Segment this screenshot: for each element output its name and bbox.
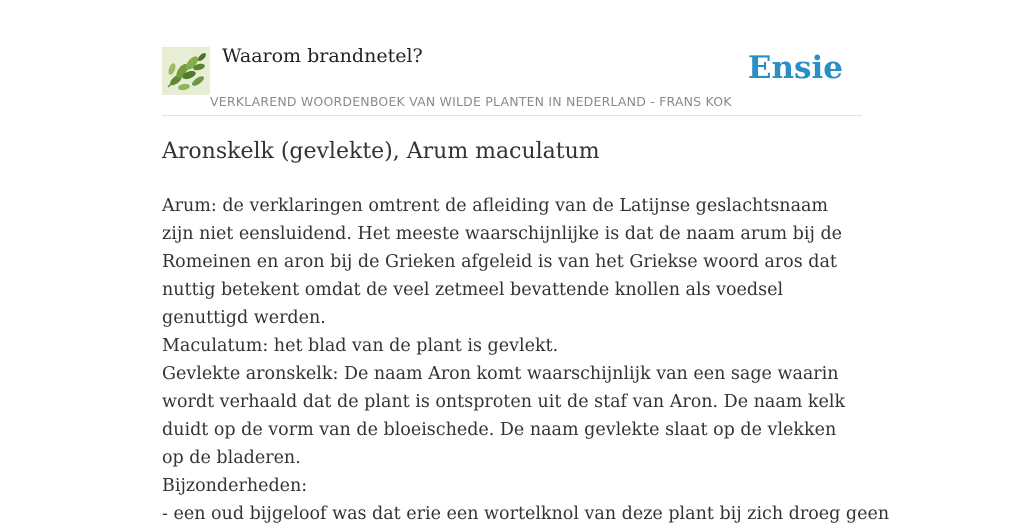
brand-logo[interactable]: Ensie xyxy=(747,50,843,86)
paragraph-bijzonderheden: Bijzonderheden: xyxy=(162,476,308,496)
paragraph-gevlekte-aronskelk: Gevlekte aronskelk: De naam Aron komt waarschijnlijk van een sage waarin wordt verhaald dat de plant is ontsproten uit de staf van Aron. De naam kelk duidt op de vorm van de bloeischede. De naam gevlekte slaat op de vlekken op de bladeren. xyxy=(162,364,846,468)
paragraph-maculatum: Maculatum: het blad van de plant is gevlekt. xyxy=(162,336,559,356)
nettle-leaves-icon xyxy=(162,47,210,95)
paragraph-arum: Arum: de verklaringen omtrent de afleiding van de Latijnse geslachtsnaam zijn niet eensluidend. Het meeste waarschijnlijke is dat de naam arum bij de Romeinen en aron bij de Grieken afgeleid is van het Griekse woord aros dat nuttig betekent omdat de veel zetmeel bevattende knollen als voedsel genuttigd werden. xyxy=(162,196,842,328)
document-title[interactable]: Waarom brandnetel? xyxy=(222,45,423,67)
entry-body xyxy=(162,192,890,528)
paragraph-bijgeloof: - een oud bijgeloof was dat erie een wortelknol van deze plant bij zich droeg geen xyxy=(162,504,890,524)
source-subtitle[interactable]: VERKLAREND WOORDENBOEK VAN WILDE PLANTEN IN NEDERLAND - FRANS KOK xyxy=(210,94,732,109)
entry-title: Aronskelk (gevlekte), Arum maculatum xyxy=(162,139,600,164)
avatar[interactable] xyxy=(162,47,210,95)
header-divider xyxy=(162,115,862,116)
